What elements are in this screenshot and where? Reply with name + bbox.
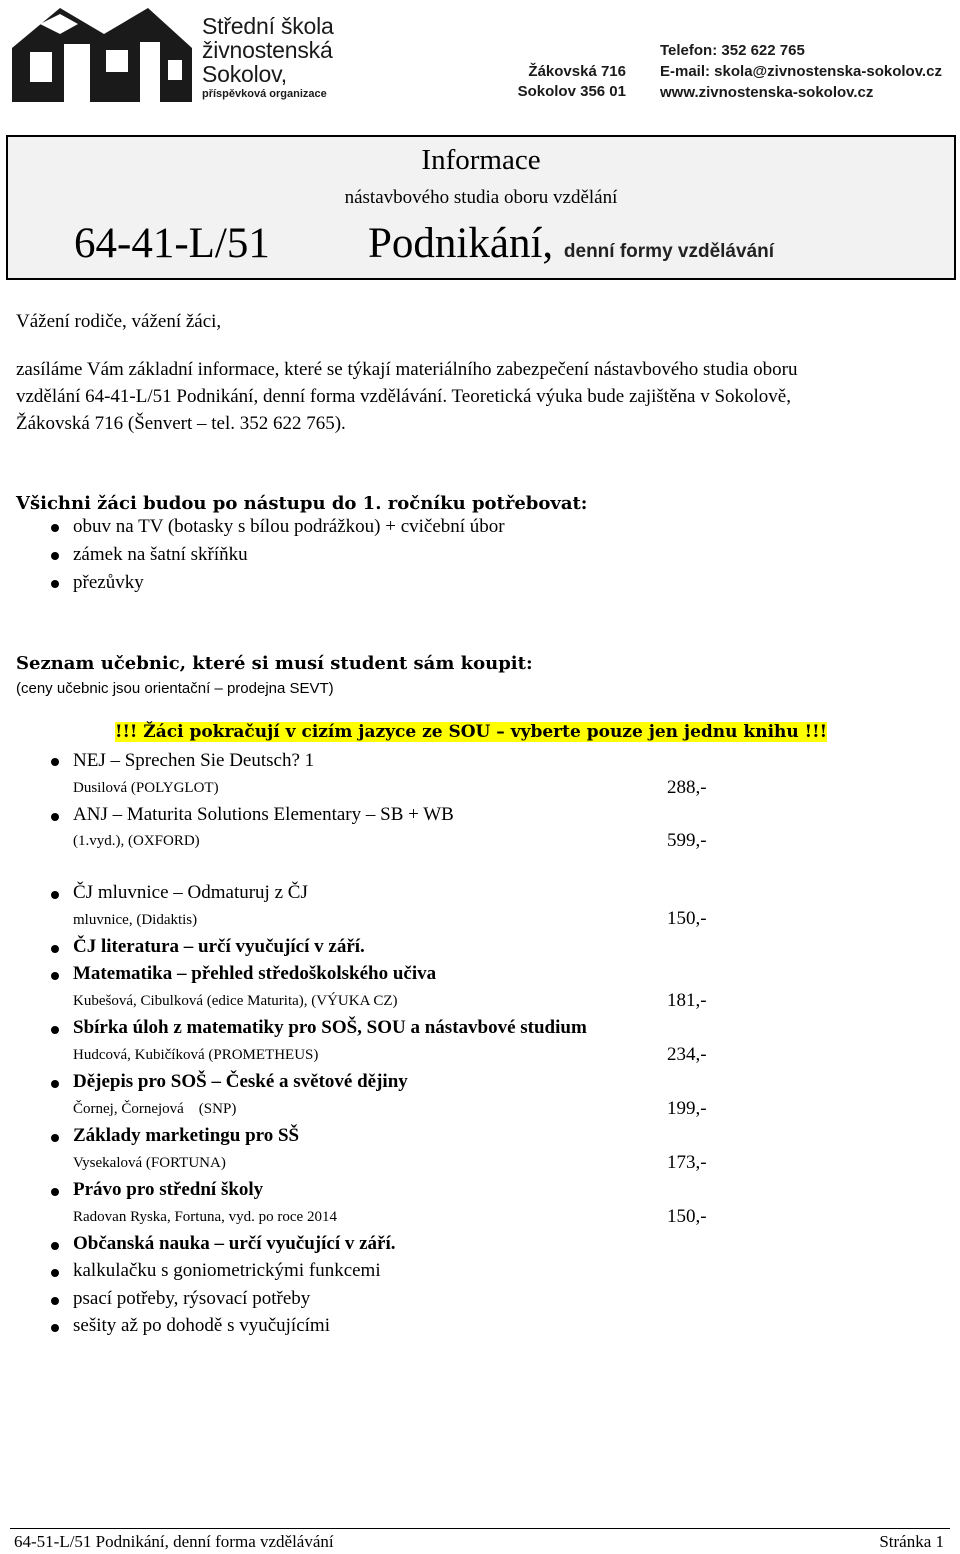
footer-text: 64-51-L/51 Podnikání, denní forma vzdělávání: [14, 1532, 334, 1551]
school-name: [202, 14, 334, 102]
needs-item: přezůvky: [73, 572, 144, 593]
bullet-icon: [51, 1297, 59, 1305]
books-note: (ceny učebnic jsou orientační – prodejna SEVT): [16, 680, 334, 697]
book-price: 150,-: [667, 908, 707, 929]
book-price: 181,-: [667, 990, 707, 1011]
school-logo: [8, 4, 196, 104]
address-street: Žákovská 716: [528, 63, 626, 80]
program-form: denní formy vzdělávání: [563, 241, 775, 262]
bullet-icon: [51, 524, 59, 532]
bullet-icon: [51, 758, 59, 766]
bullet-icon: [51, 1080, 59, 1088]
book-price: 234,-: [667, 1044, 707, 1065]
needs-item: zámek na šatní skříňku: [73, 544, 248, 565]
supply-item: kalkulačku s goniometrickými funkcemi: [73, 1260, 381, 1281]
footer-divider: [10, 1528, 950, 1529]
intro-line-2: vzdělání 64-41-L/51 Podnikání, denní forma vzdělávání. Teoretická výuka bude zajištěna v Sokolově,: [16, 386, 791, 407]
book-price: 150,-: [667, 1206, 707, 1227]
school-contacts: [660, 40, 942, 103]
bullet-icon: [51, 972, 59, 980]
address-city: Sokolov 356 01: [517, 83, 626, 100]
needs-heading: Všichni žáci budou po nástupu do 1. ročníku potřebovat:: [16, 493, 588, 514]
contact-web: www.zivnostenska-sokolov.cz: [660, 84, 874, 101]
title-box: [6, 135, 956, 280]
bullet-icon: [51, 552, 59, 560]
bullet-icon: [51, 1269, 59, 1277]
book-title: NEJ – Sprechen Sie Deutsch? 1: [73, 750, 315, 771]
school-address: [504, 62, 626, 102]
book-detail: mluvnice, (Didaktis): [73, 912, 198, 928]
page-title: Informace: [421, 144, 541, 176]
book-price: 288,-: [667, 777, 707, 798]
book-title: Sbírka úloh z matematiky pro SOŠ, SOU a nástavbové studium: [73, 1017, 587, 1038]
bullet-icon: [51, 1134, 59, 1142]
book-detail: Radovan Ryska, Fortuna, vyd. po roce 2014: [73, 1209, 337, 1225]
intro-line-1: zasíláme Vám základní informace, které se týkají materiálního zabezpečení nástavbového studia oboru: [16, 359, 798, 380]
needs-item: obuv na TV (botasky s bílou podrážkou) + cvičební úbor: [73, 516, 505, 537]
book-price: 599,-: [667, 830, 707, 851]
bullet-icon: [51, 891, 59, 899]
bullet-icon: [51, 580, 59, 588]
book-title: ČJ mluvnice – Odmaturuj z ČJ: [73, 882, 308, 903]
book-detail: Vysekalová (FORTUNA): [73, 1155, 226, 1171]
contact-phone: Telefon: 352 622 765: [660, 42, 805, 59]
book-detail: Kubešová, Cibulková (edice Maturita), (VÝUKA CZ): [73, 993, 398, 1009]
book-title: Matematika – přehled středoškolského učiva: [73, 963, 437, 984]
supply-item: sešity až po dohodě s vyučujícími: [73, 1315, 330, 1336]
school-name-line3: Sokolov,: [202, 61, 287, 87]
page-subtitle: nástavbového studia oboru vzdělání: [344, 187, 618, 208]
book-title: Právo pro střední školy: [73, 1179, 264, 1200]
bullet-icon: [51, 1026, 59, 1034]
greeting: Vážení rodiče, vážení žáci,: [16, 311, 222, 332]
book-detail: (1.vyd.), (OXFORD): [73, 833, 200, 849]
letterhead: [0, 0, 960, 110]
language-warning-text: !!! Žáci pokračují v cizím jazyce ze SOU – vyberte pouze jen jednu knihu !!!: [115, 722, 828, 742]
bullet-icon: [51, 1188, 59, 1196]
book-title: ČJ literatura – určí vyučující v září.: [73, 936, 365, 957]
book-title: ANJ – Maturita Solutions Elementary – SB + WB: [73, 804, 454, 825]
book-price: 173,-: [667, 1152, 707, 1173]
school-name-line1: Střední škola: [202, 13, 334, 39]
book-title: Dějepis pro SOŠ – České a světové dějiny: [73, 1071, 408, 1092]
book-price: 199,-: [667, 1098, 707, 1119]
page-number: Stránka 1: [879, 1532, 944, 1551]
supply-item: psací potřeby, rýsovací potřeby: [73, 1288, 311, 1309]
school-name-line2: živnostenská: [202, 37, 333, 63]
book-detail: Čornej, Čornejová (SNP): [73, 1101, 237, 1117]
bullet-icon: [51, 1324, 59, 1332]
program-code: 64-41-L/51: [74, 220, 270, 267]
book-title: Základy marketingu pro SŠ: [73, 1125, 300, 1146]
bullet-icon: [51, 1242, 59, 1250]
bullet-icon: [51, 813, 59, 821]
program-name: [368, 219, 774, 268]
book-detail: Dusilová (POLYGLOT): [73, 780, 219, 796]
bullet-icon: [51, 945, 59, 953]
school-name-line4: příspěvková organizace: [202, 88, 327, 100]
program-field: Podnikání,: [368, 220, 554, 267]
intro-line-3: Žákovská 716 (Šenvert – tel. 352 622 765).: [16, 413, 346, 434]
book-title: Občanská nauka – určí vyučující v září.: [73, 1233, 396, 1254]
books-heading: Seznam učebnic, které si musí student sám koupit:: [16, 653, 533, 674]
book-detail: Hudcová, Kubičíková (PROMETHEUS): [73, 1047, 319, 1063]
contact-email: E-mail: skola@zivnostenska-sokolov.cz: [660, 63, 942, 80]
language-warning: [115, 722, 827, 742]
